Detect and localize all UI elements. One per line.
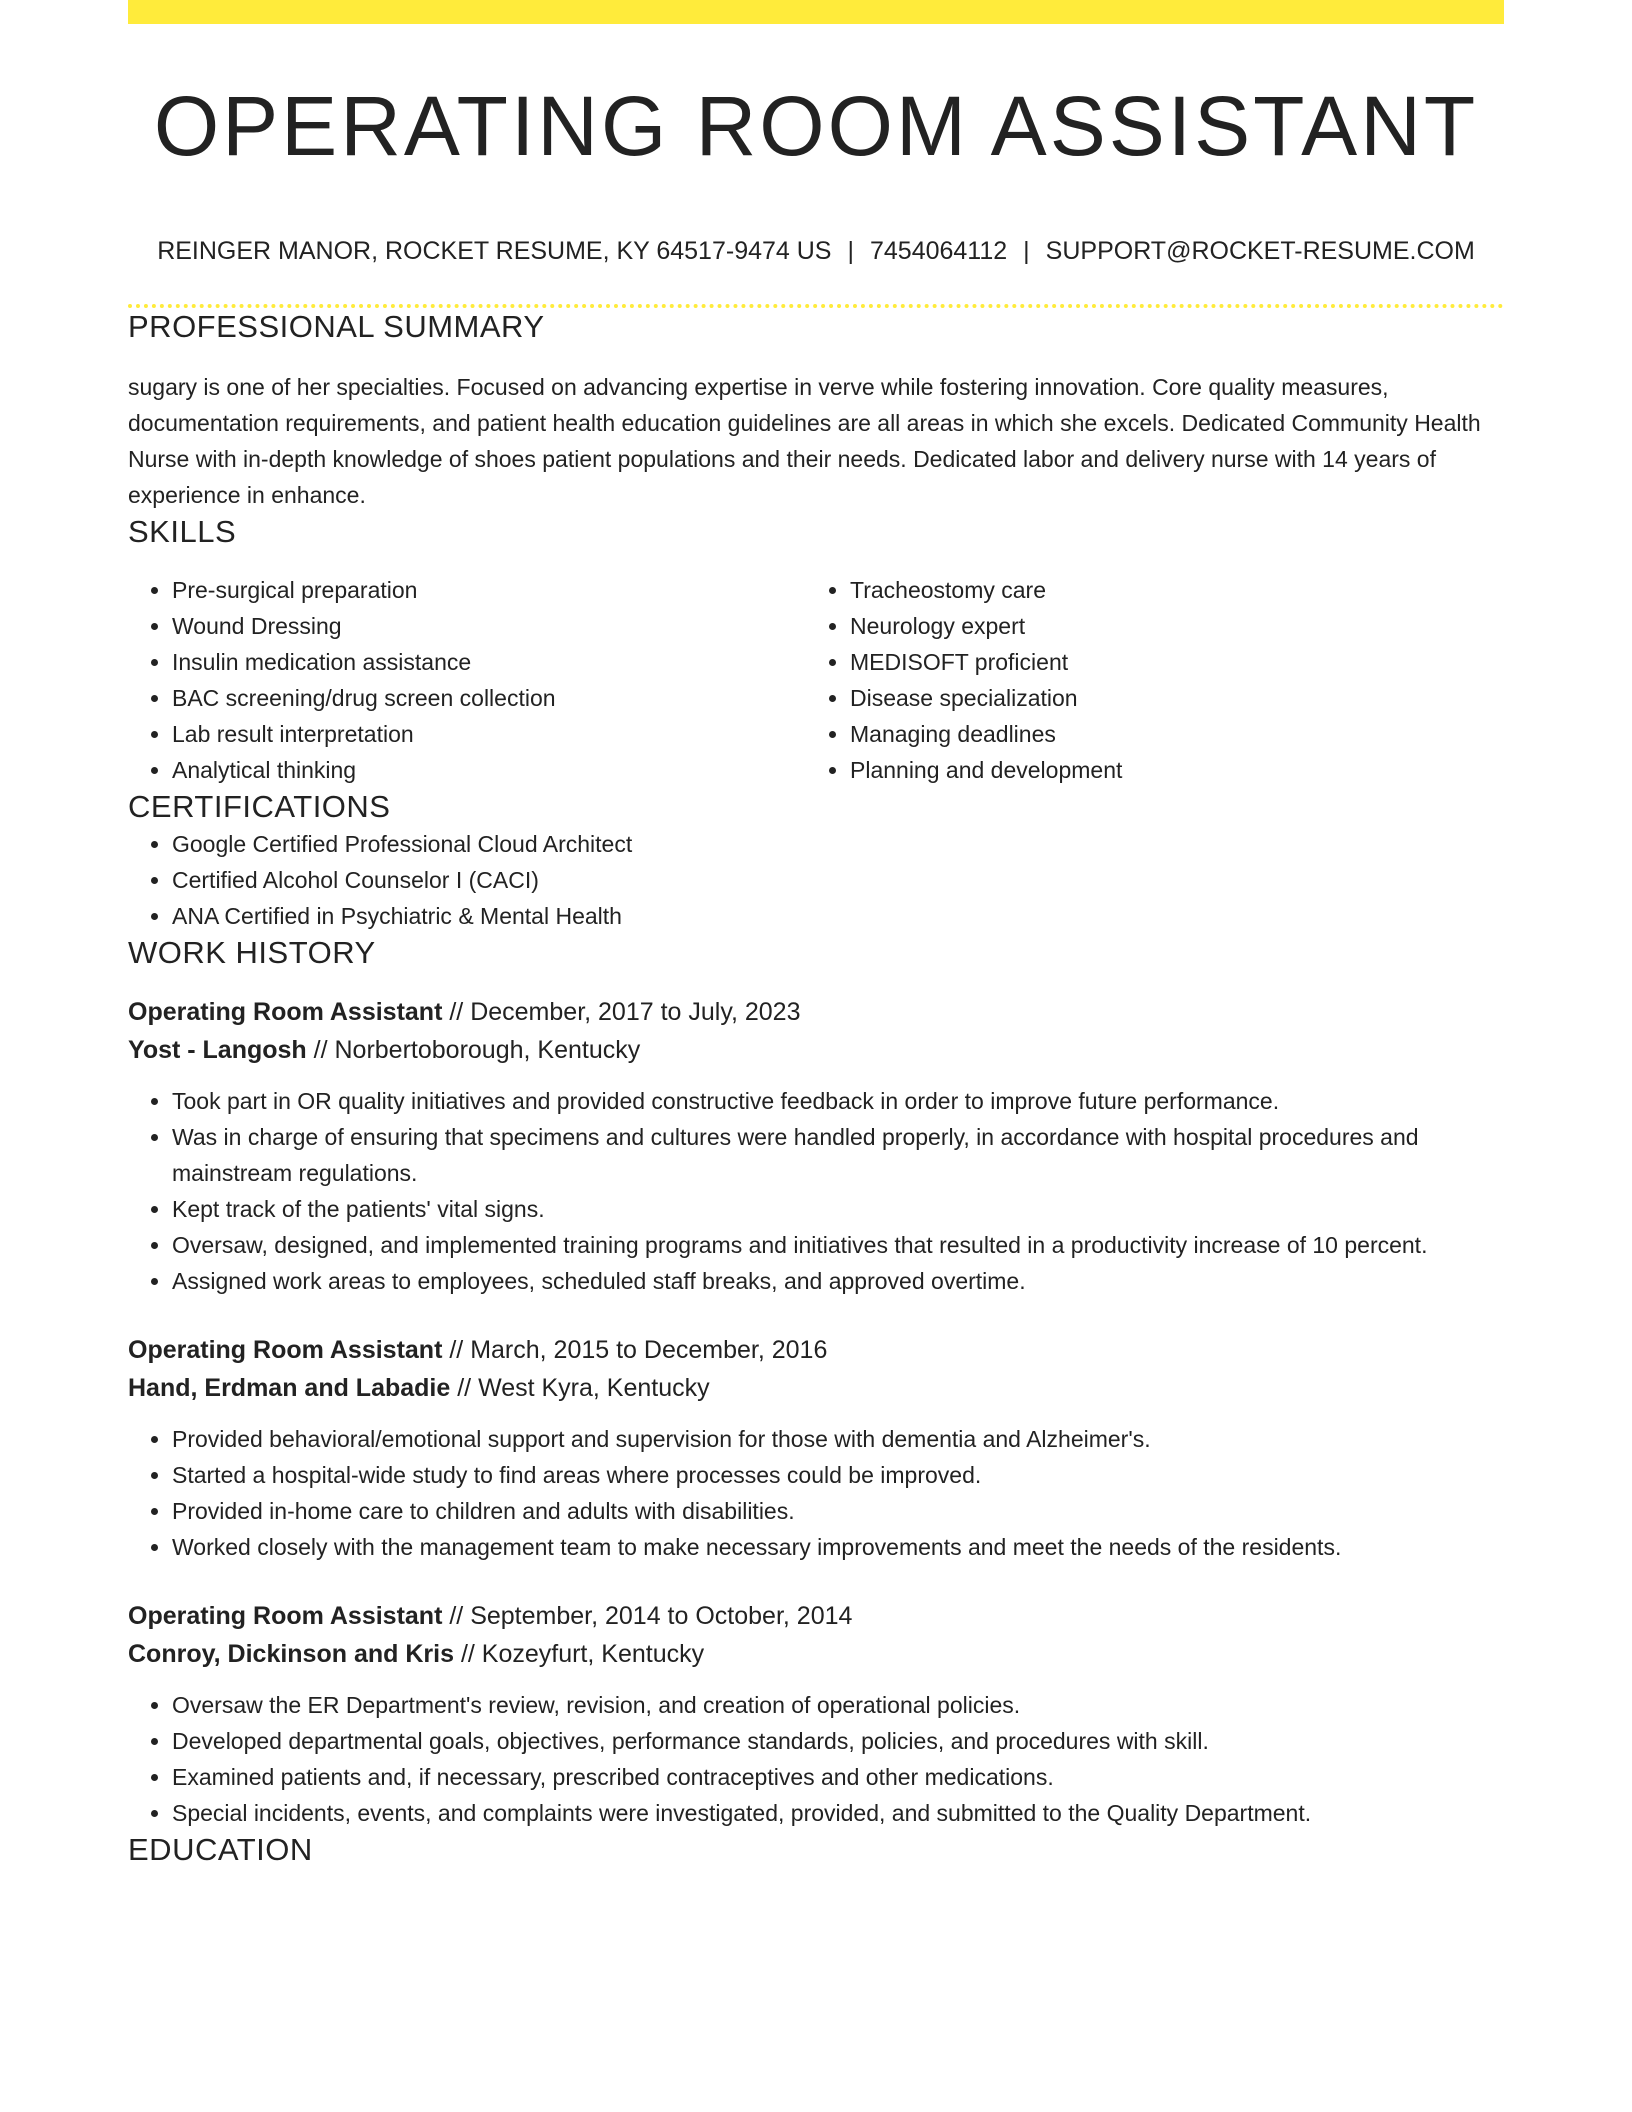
job-company-line [128, 1031, 1504, 1069]
summary-heading: PROFESSIONAL SUMMARY [128, 309, 545, 344]
job-role: Operating Room Assistant [128, 1601, 443, 1630]
job-bullet: • Examined patients and, if necessary, prescribed contraceptives and other medications. [172, 1759, 1504, 1795]
job-entry [128, 1597, 1504, 1831]
job-bullet: • Special incidents, events, and complaints were investigated, provided, and submitted to the Quality Department. [172, 1795, 1504, 1831]
job-bullet: • Oversaw the ER Department's review, revision, and creation of operational policies. [172, 1687, 1504, 1723]
skill-item: • BAC screening/drug screen collection [172, 680, 806, 716]
education-heading: EDUCATION [128, 1831, 313, 1867]
skills-column-left [128, 572, 806, 788]
skills-grid [128, 572, 1504, 788]
job-title-line [128, 1331, 1504, 1369]
skill-item: • MEDISOFT proficient [850, 644, 1484, 680]
skill-item: • Disease specialization [850, 680, 1484, 716]
contact-email: SUPPORT@ROCKET-RESUME.COM [1045, 237, 1475, 265]
resume-name: OPERATING ROOM ASSISTANT [153, 79, 1479, 173]
skill-item: • Planning and development [850, 752, 1484, 788]
job-bullets [128, 1083, 1504, 1299]
job-bullet: • Developed departmental goals, objectives, performance standards, policies, and procedures with skill. [172, 1723, 1504, 1759]
skills-heading: SKILLS [128, 514, 237, 550]
job-company: Conroy, Dickinson and Kris [128, 1639, 454, 1668]
job-company-line [128, 1369, 1504, 1407]
skills-list-left [128, 572, 806, 788]
job-bullet: • Started a hospital-wide study to find areas where processes could be improved. [172, 1457, 1504, 1493]
summary-text: sugary is one of her specialties. Focused on advancing expertise in verve while fostering innovation. Core quality measures, documentation requirements, and patient health education guidelines are all areas in which she excels. Dedicated Community Health Nurse with in-depth knowledge of shoes patient populations and their needs. Dedicated labor and delivery nurse with 14 years of experience in enhance. [128, 374, 1481, 509]
job-bullet: • Oversaw, designed, and implemented training programs and initiatives that resulted in a productivity increase of 10 percent. [172, 1227, 1504, 1263]
job-bullet: • Took part in OR quality initiatives and provided constructive feedback in order to improve future performance. [172, 1083, 1504, 1119]
contact-separator: | [1023, 237, 1030, 265]
job-bullet: • Kept track of the patients' vital signs. [172, 1191, 1504, 1227]
job-bullets [128, 1687, 1504, 1831]
job-bullet: • Provided in-home care to children and adults with disabilities. [172, 1493, 1504, 1529]
contact-line [128, 236, 1504, 266]
certification-item: • Google Certified Professional Cloud Architect [172, 826, 1504, 862]
job-location: // West Kyra, Kentucky [457, 1373, 710, 1402]
job-bullet: • Was in charge of ensuring that specimens and cultures were handled properly, in accordance with hospital procedures and mainstream regulations. [172, 1119, 1504, 1191]
job-bullets [128, 1421, 1504, 1565]
skill-item: • Insulin medication assistance [172, 644, 806, 680]
contact-phone: 7454064112 [869, 237, 1008, 265]
job-location: // Kozeyfurt, Kentucky [460, 1639, 705, 1668]
skill-item: • Pre-surgical preparation [172, 572, 806, 608]
certifications-heading: CERTIFICATIONS [128, 789, 391, 825]
certifications-list [128, 826, 1504, 934]
skill-item: • Wound Dressing [172, 608, 806, 644]
job-bullet: • Worked closely with the management team to make necessary improvements and meet the needs of the residents. [172, 1529, 1504, 1565]
certification-item: • Certified Alcohol Counselor I (CACI) [172, 862, 1504, 898]
skill-item: • Tracheostomy care [850, 572, 1484, 608]
job-title-line [128, 993, 1504, 1031]
job-company: Yost - Langosh [128, 1035, 307, 1064]
job-dates: // March, 2015 to December, 2016 [449, 1335, 828, 1364]
skills-column-right [806, 572, 1484, 788]
skill-item: • Neurology expert [850, 608, 1484, 644]
job-entry [128, 993, 1504, 1299]
certification-item: • ANA Certified in Psychiatric & Mental Health [172, 898, 1504, 934]
resume-page [128, 0, 1504, 1868]
skill-item: • Analytical thinking [172, 752, 806, 788]
contact-address: REINGER MANOR, ROCKET RESUME, KY 64517-9474 US [157, 237, 832, 265]
job-entry [128, 1331, 1504, 1565]
job-bullet: • Provided behavioral/emotional support and supervision for those with dementia and Alzheimer's. [172, 1421, 1504, 1457]
contact-separator: | [847, 237, 854, 265]
skill-item: • Managing deadlines [850, 716, 1484, 752]
skills-list-right [806, 572, 1484, 788]
job-role: Operating Room Assistant [128, 1335, 443, 1364]
job-bullet: • Assigned work areas to employees, scheduled staff breaks, and approved overtime. [172, 1263, 1504, 1299]
job-role: Operating Room Assistant [128, 997, 443, 1026]
job-dates: // December, 2017 to July, 2023 [449, 997, 801, 1026]
top-accent-bar [128, 0, 1504, 24]
job-dates: // September, 2014 to October, 2014 [449, 1601, 853, 1630]
work-history-heading: WORK HISTORY [128, 934, 376, 970]
job-company-line [128, 1635, 1504, 1673]
job-company: Hand, Erdman and Labadie [128, 1373, 451, 1402]
job-location: // Norbertoborough, Kentucky [313, 1035, 641, 1064]
job-title-line [128, 1597, 1504, 1635]
skill-item: • Lab result interpretation [172, 716, 806, 752]
